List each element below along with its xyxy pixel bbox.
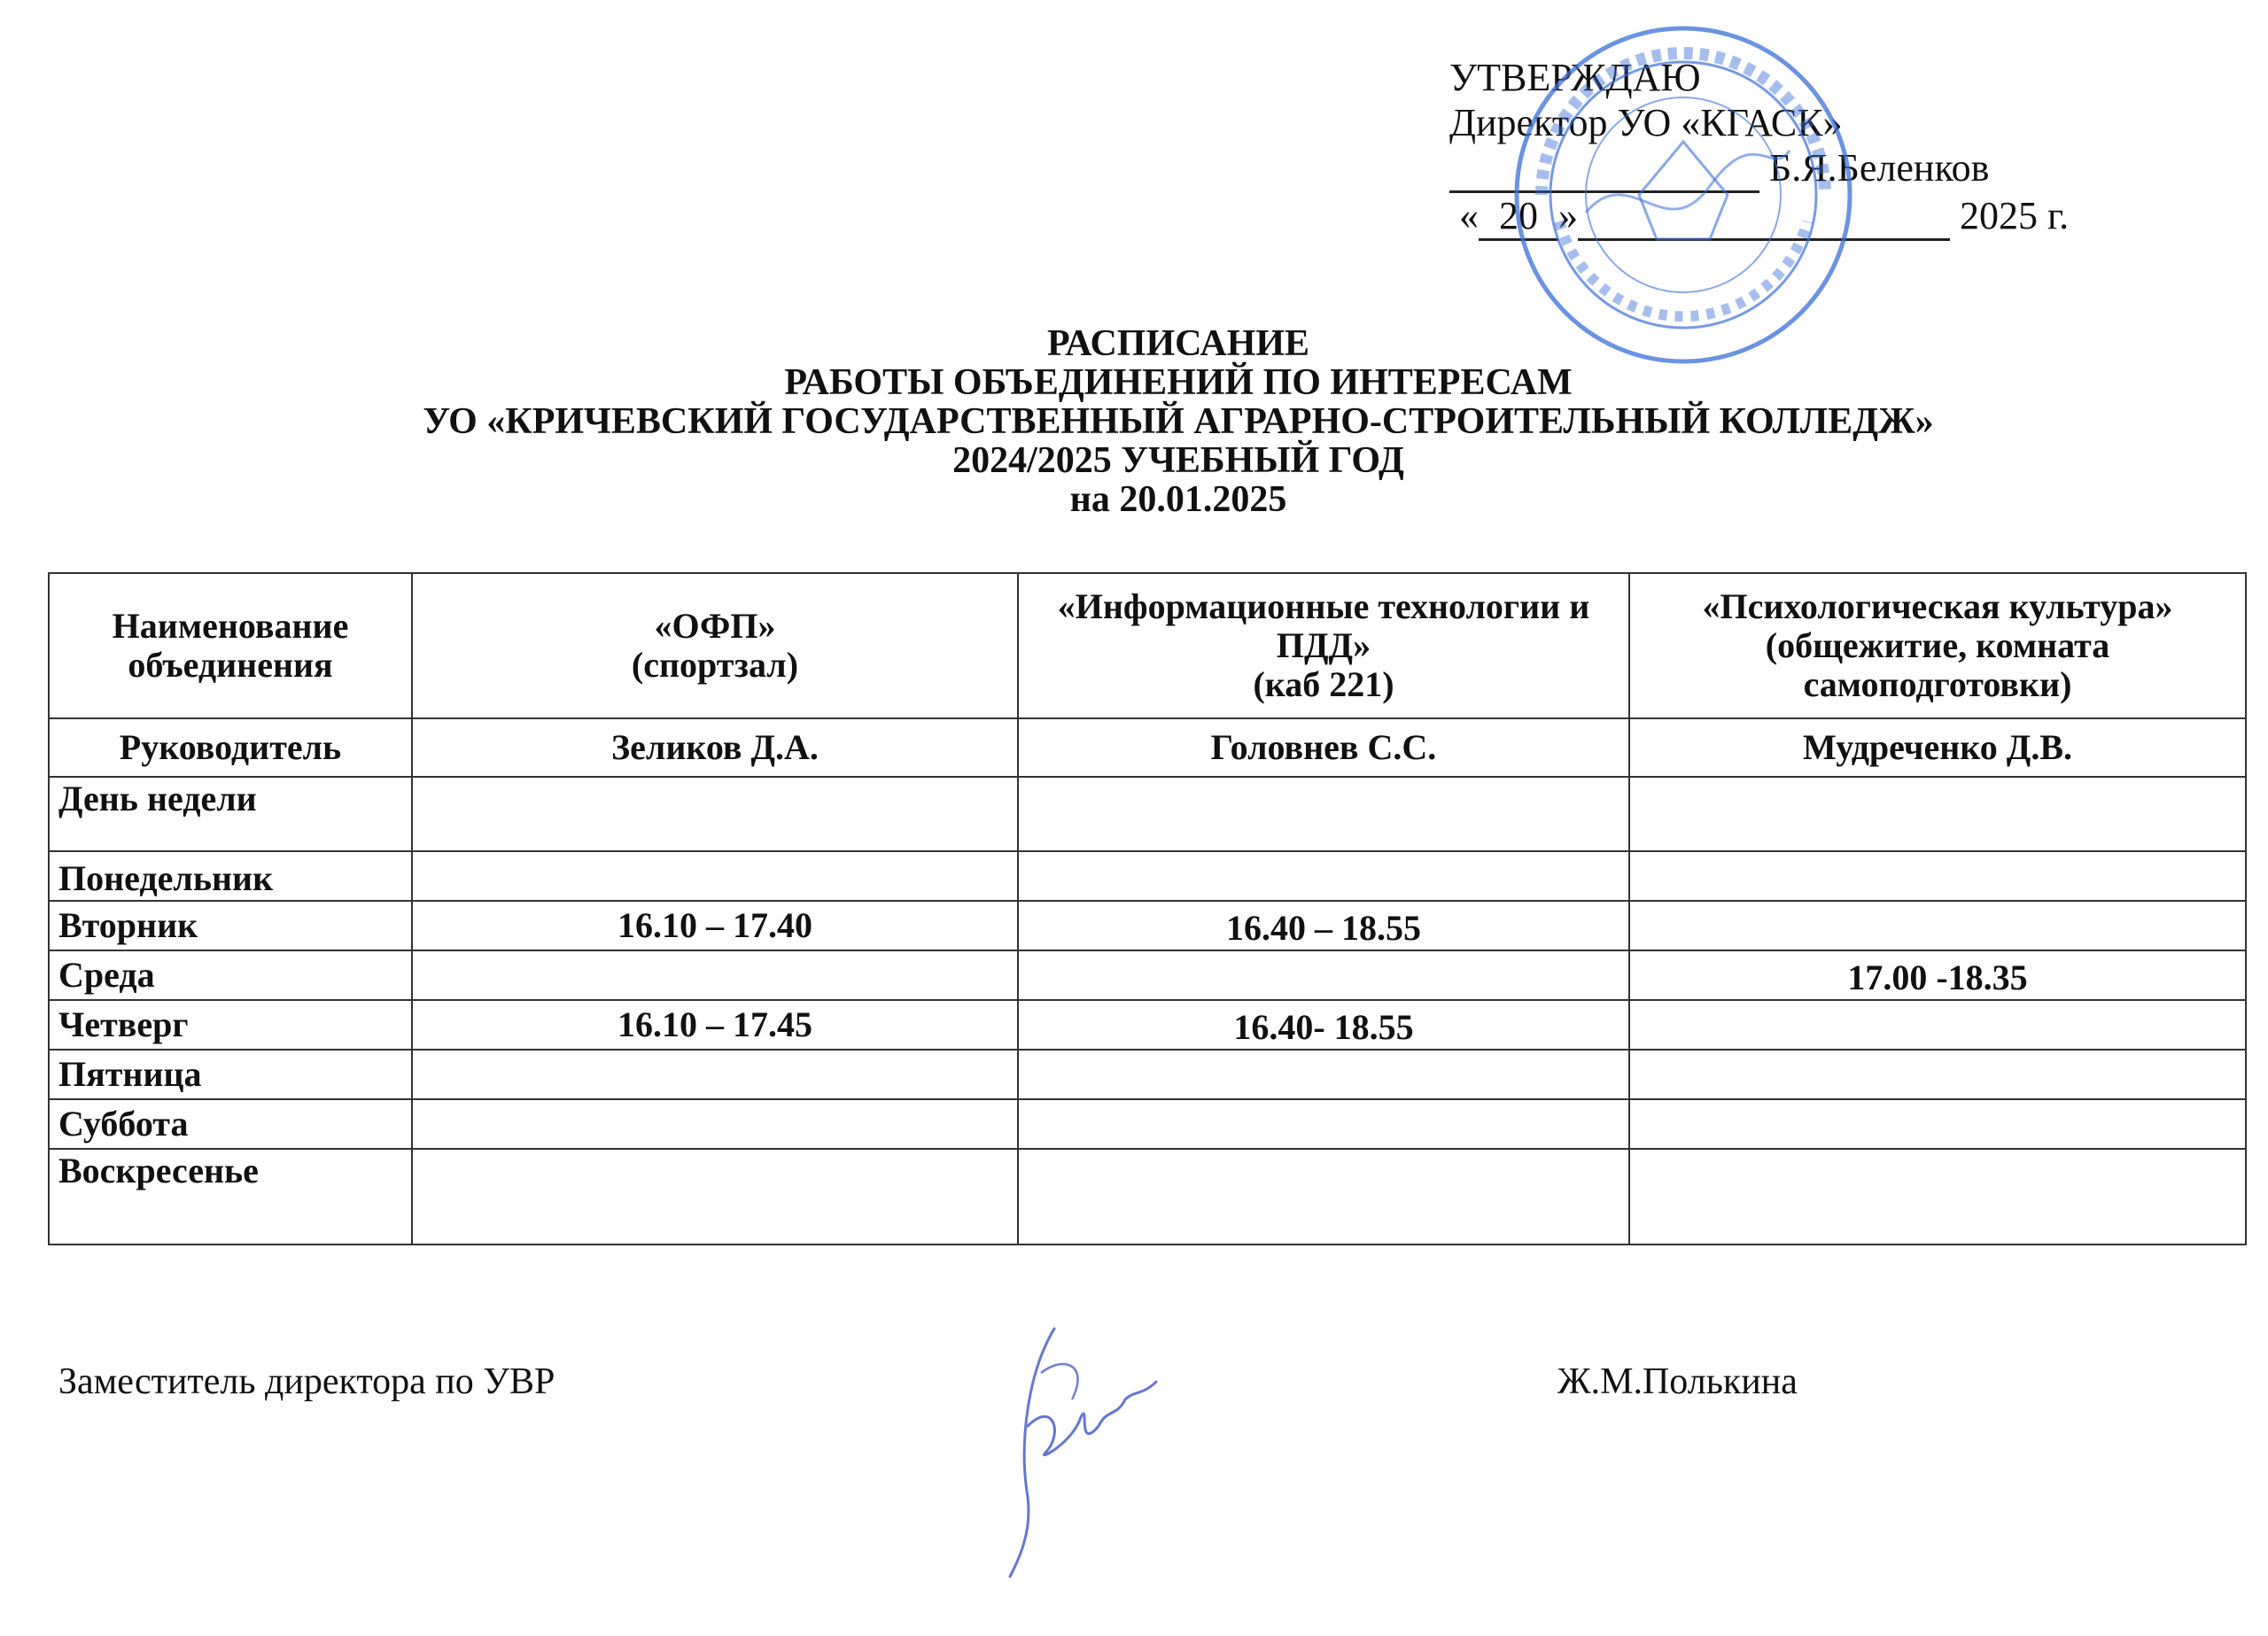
group-place: (спортзал)	[631, 645, 799, 685]
table-row	[49, 1000, 2246, 1050]
table-row	[49, 950, 2246, 1000]
date-day: 20	[1479, 193, 1558, 241]
schedule-table	[48, 572, 2247, 1245]
table-row	[49, 1149, 2246, 1244]
title-line-5: на 20.01.2025	[1069, 479, 1287, 520]
schedule-cell	[1018, 1099, 1629, 1149]
schedule-cell	[412, 851, 1018, 901]
schedule-cell	[1629, 1099, 2246, 1149]
day-cell: Суббота	[49, 1099, 412, 1149]
official-stamp-icon	[1506, 18, 1860, 372]
schedule-cell	[412, 1099, 1018, 1149]
table-row	[49, 901, 2246, 950]
title-line-3: УО «КРИЧЕВСКИЙ ГОСУДАРСТВЕННЫЙ АГРАРНО-СТРОИТЕЛЬНЫЙ КОЛЛЕДЖ»	[423, 401, 1934, 442]
date-year: 2025 г.	[1960, 194, 2070, 237]
group-cell-psych	[1629, 573, 2246, 718]
title-line-2: РАБОТЫ ОБЪЕДИНЕНИЙ ПО ИНТЕРЕСАМ	[784, 362, 1573, 403]
schedule-cell	[412, 1149, 1018, 1244]
handwritten-signature-icon	[992, 1320, 1169, 1586]
deputy-position: Заместитель директора по УВР	[58, 1361, 555, 1402]
day-cell: Среда	[49, 950, 412, 1000]
table-row	[49, 1050, 2246, 1099]
director-name: Б.Я.Беленков	[1769, 146, 1990, 190]
schedule-cell	[1629, 851, 2246, 901]
schedule-cell: 16.40- 18.55	[1018, 1000, 1629, 1050]
group-name: «Психологическая культура»	[1702, 586, 2173, 626]
deputy-name: Ж.М.Полькина	[1557, 1361, 1798, 1402]
schedule-cell: 16.40 – 18.55	[1018, 901, 1629, 950]
table-cell	[412, 777, 1018, 851]
approval-heading: УТВЕРЖДАЮ	[1449, 56, 1701, 99]
table-row	[49, 851, 2246, 901]
day-label-row	[49, 777, 2246, 851]
day-cell: Четверг	[49, 1000, 412, 1050]
group-cell-it	[1018, 573, 1629, 718]
header-label-cell: Наименование объединения	[49, 573, 412, 718]
table-cell	[1629, 777, 2246, 851]
leader-cell: Головнев С.С.	[1018, 718, 1629, 777]
approval-date-line: « 20 » 2025 г.	[1449, 193, 2247, 241]
schedule-cell	[1018, 1050, 1629, 1099]
group-place: (каб 221)	[1253, 664, 1394, 704]
group-name: «ОФП»	[654, 606, 776, 646]
title-line-4: 2024/2025 УЧЕБНЫЙ ГОД	[952, 440, 1404, 481]
schedule-cell	[1629, 901, 2246, 950]
schedule-cell	[412, 1050, 1018, 1099]
day-cell: Пятница	[49, 1050, 412, 1099]
leader-cell: Мудреченко Д.В.	[1629, 718, 2246, 777]
schedule-cell	[1629, 1050, 2246, 1099]
group-name: «Информационные технологии и ПДД»	[1057, 586, 1590, 665]
day-cell: Вторник	[49, 901, 412, 950]
leader-cell: Зеликов Д.А.	[412, 718, 1018, 777]
schedule-cell: 16.10 – 17.40	[412, 901, 1018, 950]
schedule-cell	[1629, 1149, 2246, 1244]
document-title	[0, 324, 2268, 519]
approval-position: Директор УО «КГАСК»	[1449, 101, 1843, 144]
day-cell: Воскресенье	[49, 1149, 412, 1244]
schedule-cell	[1018, 1149, 1629, 1244]
schedule-cell	[1018, 950, 1629, 1000]
schedule-cell	[1018, 851, 1629, 901]
header-row	[49, 573, 2246, 718]
leader-label-cell: Руководитель	[49, 718, 412, 777]
schedule-cell: 16.10 – 17.45	[412, 1000, 1018, 1050]
schedule-cell: 17.00 -18.35	[1629, 950, 2246, 1000]
title-line-1: РАСПИСАНИЕ	[1046, 323, 1310, 364]
group-place: (общежитие, комната самоподготовки)	[1765, 625, 2110, 704]
group-cell-ofp	[412, 573, 1018, 718]
table-row	[49, 1099, 2246, 1149]
schedule-cell	[1629, 1000, 2246, 1050]
schedule-cell	[412, 950, 1018, 1000]
day-label-cell: День недели	[49, 777, 412, 851]
day-cell: Понедельник	[49, 851, 412, 901]
leader-row	[49, 718, 2246, 777]
table-cell	[1018, 777, 1629, 851]
